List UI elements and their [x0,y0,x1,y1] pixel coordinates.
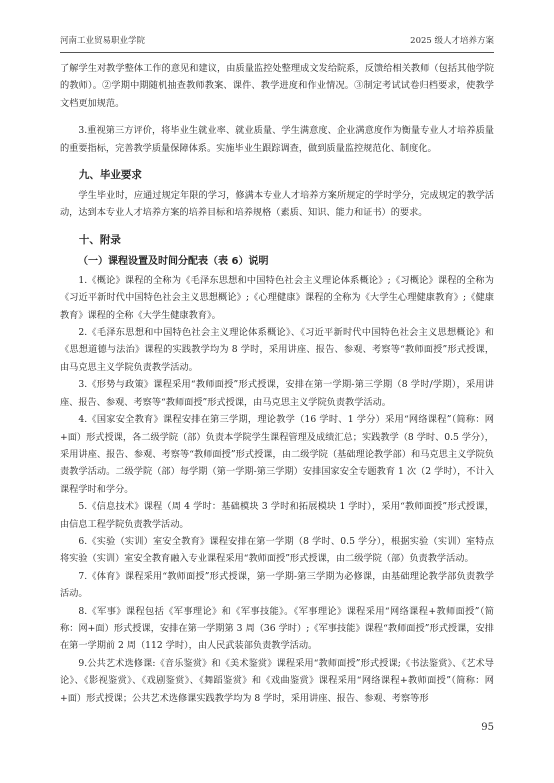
section-title-appendix: 十、附录 [78,233,121,246]
continued-paragraph: 了解学生对教学整体工作的意见和建议，由质量监控处整理成文发给院系，反馈给相关教师（包括其他学院的教师）。②学期中期随机抽查教师教案、课件、教学进度和作业情况。③制定考试试卷归档要求，使教学文档更加规范。 [60,63,494,109]
section-title-graduation-requirements: 九、毕业要求 [78,169,142,182]
list-item: 3.《形势与政策》课程采用“教师面授”形式授课，安排在第一学期-第三学期（8 学时/学期），采用讲座、报告、参观、考察等“教师面授”形式授课，由马克思主义学院负责教学活动。 [60,379,494,408]
subsection-title-course-schedule: （一）课程设置及时间分配表（表 6）说明 [78,255,269,267]
graduation-requirements-text: 学生毕业时，应通过规定年限的学习，修满本专业人才培养方案所规定的学时学分，完成规定的教学活动，达到本专业人才培养方案的培养目标和培养规格（素质、知识、能力和证书）的要求。 [60,190,494,219]
list-item: 5.《信息技术》课程（周 4 学时：基础模块 3 学时和拓展模块 1 学时），采用“教师面授”形式授课，由信息工程学院负责教学活动。 [60,501,494,530]
header-document-title: 2025 级人才培养方案 [410,36,494,46]
list-item: 8.《军事》课程包括《军事理论》和《军事技能》。《军事理论》课程采用“网络课程+教师面授”（简称：网+面）形式授课，安排在第一学期第 3 周（36 学时）;《军事技能》课程“教师面授”形式授课，安排在第一学期前 2 周（112 学时），由人民武装部负责教学活动。 [60,605,494,652]
list-item: 4.《国家安全教育》课程安排在第三学期，理论教学（16 学时、1 学分）采用“网络课程”（简称：网+面）形式授课，各二级学院（部）负责本学院学生课程管理及成绩汇总；实践教学（8 学时、0.5 学分），采用讲座、报告、参观、考察等“教师面授”形式授课，由二级学院（基础理论教学部）和马克思主义学院负责教学活动。二级学院（部）每学期（第一学期-第三学期）安排国家安全专题教育 1 次（2 学时），不计入课程学时和学分。 [60,414,494,495]
list-item: 1.《概论》课程的全称为《毛泽东思想和中国特色社会主义理论体系概论》;《习概论》课程的全称为《习近平新时代中国特色社会主义思想概论》;《心理健康》课程的全称为《大学生心理健康教育》;《健康教育》课程的全称《大学生健康教育》。 [60,274,494,321]
page-header [60,30,494,53]
list-item: 2.《毛泽东思想和中国特色社会主义理论体系概论》、《习近平新时代中国特色社会主义思想概论》和《思想道德与法治》课程的实践教学均为 8 学时，采用讲座、报告、参观、考察等“教师面授”形式授课，由马克思主义学院负责教学活动。 [60,327,494,373]
header-school-name: 河南工业贸易职业学院 [60,36,146,46]
list-item: 9.公共艺术选修课:《音乐鉴赏》和《美术鉴赏》课程采用“教师面授”形式授课;《书法鉴赏》、《艺术导论》、《影视鉴赏》、《戏剧鉴赏》、《舞蹈鉴赏》和《戏曲鉴赏》课程采用“网络课程+教师面授”（简称：网+面）形式授课；公共艺术选修课实践教学均为 8 学时，采用讲座、报告、参观、考察等形 [60,657,494,704]
page-body [60,60,494,707]
list-item: 7.《体育》课程采用“教师面授”形式授课，第一学期-第三学期为必修课，由基础理论教学部负责教学活动。 [60,570,494,600]
paragraph-third-party-evaluation: 3.重视第三方评价，将毕业生就业率、就业质量、学生满意度、企业满意度作为衡量专业人才培养质量的重要指标，完善教学质量保障体系。实施毕业生跟踪调查，做到质量监控规范化、制度化。 [60,125,494,154]
page-number: 95 [481,722,494,733]
list-item: 6.《实验（实训）室安全教育》课程安排在第一学期（8 学时、0.5 学分），根据实验（实训）室特点将实验（实训）室安全教育融入专业课程采用“教师面授”形式授课，由二级学院（部）负责教学活动。 [60,535,494,565]
